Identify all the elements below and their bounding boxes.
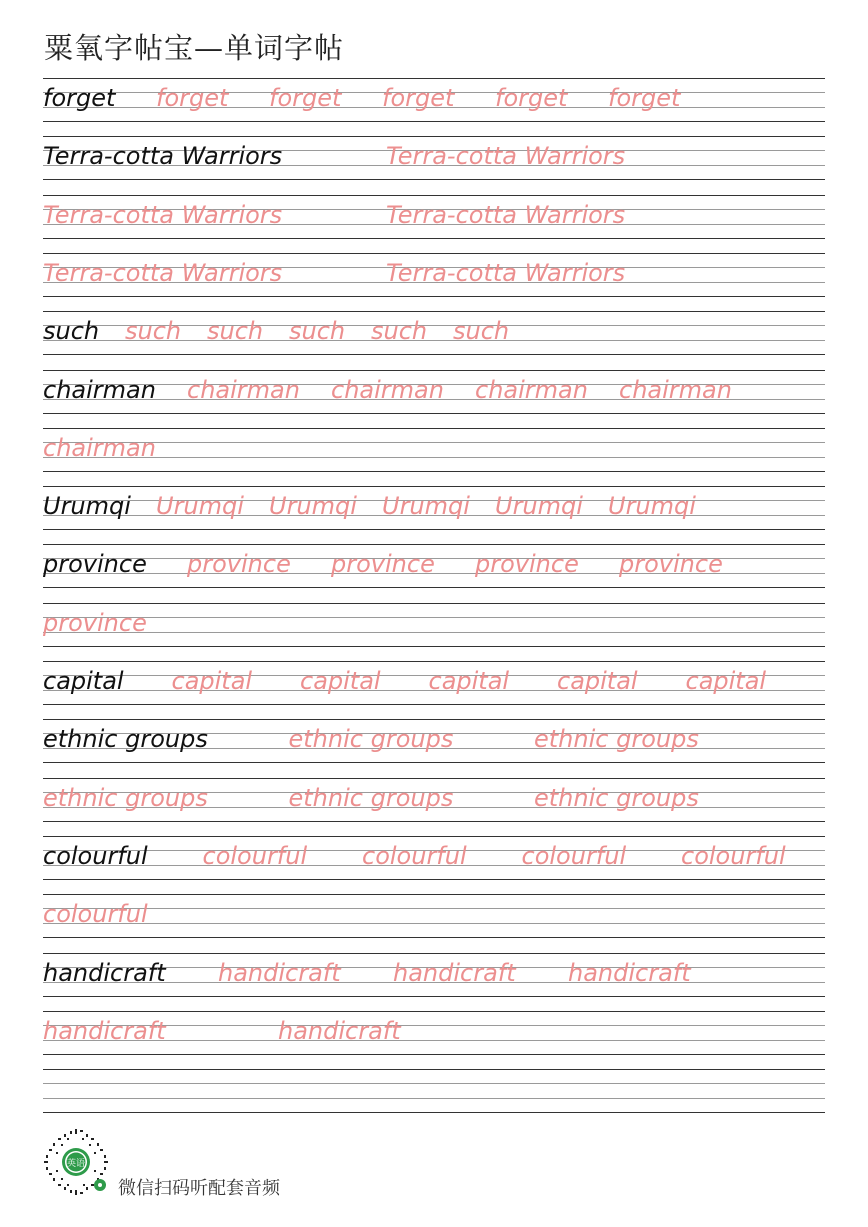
qr-code-icon[interactable] [42,1128,110,1196]
trace-word: capital [171,667,253,695]
guide-line [43,296,825,297]
trace-word: such [125,317,182,346]
trace-word: Urumqi [156,492,244,521]
model-word: chairman [43,375,156,404]
guide-line [43,704,825,705]
trace-word: handicraft [278,1016,401,1045]
trace-word: handicraft [393,958,516,987]
footer [42,1128,442,1198]
practice-row [43,719,825,763]
qr-badge-label: 英语 [66,1159,86,1169]
trace-word: Terra-cotta Warriors [386,142,626,171]
model-word: such [43,317,100,346]
guide-line [43,354,825,355]
practice-row [43,195,825,239]
guide-line [43,762,825,763]
trace-word: province [331,550,435,579]
practice-row [43,1069,825,1113]
trace-word: Urumqi [269,492,357,521]
guide-line [43,544,825,545]
model-word: capital [43,667,124,695]
guide-line [43,1069,825,1070]
trace-word: forget [156,84,229,112]
guide-line [43,953,825,954]
model-word: ethnic groups [43,725,208,754]
trace-word: chairman [619,375,732,404]
trace-word: handicraft [218,958,341,987]
guide-line [43,471,825,472]
trace-word: such [207,317,264,346]
trace-word: colourful [202,841,308,870]
guide-line [43,442,825,443]
guide-line [43,486,825,487]
trace-word: colourful [43,900,148,929]
guide-line [43,661,825,662]
model-word: forget [43,84,116,112]
practice-sheet [43,0,825,1227]
trace-word: province [187,550,291,579]
guide-line [43,1112,825,1113]
trace-word: capital [428,667,510,695]
guide-line [43,778,825,779]
trace-word: Urumqi [608,492,696,521]
guide-line [43,587,825,588]
guide-line [43,428,825,429]
trace-word: Urumqi [382,492,470,521]
guide-line [43,879,825,880]
guide-line [43,719,825,720]
trace-word: chairman [475,375,588,404]
trace-word: ethnic groups [43,783,208,812]
guide-line [43,603,825,604]
trace-word: capital [300,667,381,695]
practice-row [43,486,825,530]
trace-word: forget [608,84,681,112]
model-word: Terra-cotta Warriors [43,142,283,171]
trace-word: handicraft [568,958,691,987]
trace-word: capital [557,667,638,695]
trace-word: such [371,317,428,346]
guide-line [43,238,825,239]
trace-word: forget [495,84,568,112]
trace-word: province [619,550,723,579]
trace-word: colourful [362,841,467,870]
guide-line [43,529,825,530]
practice-row [43,778,825,822]
guide-line [43,457,825,458]
trace-word: colourful [521,841,627,870]
trace-word: colourful [681,841,786,870]
trace-word: Terra-cotta Warriors [386,258,626,287]
guide-line [43,1098,825,1099]
guide-line [43,413,825,414]
trace-word: province [475,550,579,579]
practice-row [43,603,825,647]
practice-row [43,428,825,472]
practice-row [43,953,825,997]
guide-line [43,617,825,618]
guide-line [43,370,825,371]
trace-word: chairman [187,375,300,404]
guide-line [43,836,825,837]
guide-line [43,195,825,196]
practice-row [43,253,825,297]
trace-word: ethnic groups [534,725,699,754]
model-word: handicraft [43,958,166,987]
guide-line [43,179,825,180]
guide-line [43,1054,825,1055]
guide-line [43,136,825,137]
practice-row [43,1011,825,1055]
guide-line [43,923,825,924]
guide-line [43,253,825,254]
practice-row [43,894,825,938]
trace-word: Urumqi [495,492,583,521]
trace-word: handicraft [43,1016,166,1045]
trace-word: forget [269,84,342,112]
guide-line [43,78,825,79]
guide-line [43,1011,825,1012]
footer-caption: 微信扫码听配套音频 [118,1178,280,1199]
trace-word: chairman [43,433,156,462]
model-word: province [43,550,147,579]
practice-row [43,544,825,588]
practice-row [43,836,825,880]
trace-word: Terra-cotta Warriors [43,258,283,287]
trace-word: such [453,317,510,346]
practice-row [43,136,825,180]
practice-row [43,311,825,355]
trace-word: such [289,317,346,346]
model-word: colourful [43,841,148,870]
practice-row [43,370,825,414]
practice-row [43,78,825,122]
guide-line [43,632,825,633]
trace-word: Terra-cotta Warriors [386,200,626,229]
guide-line [43,1083,825,1084]
page-title: 粟氧字帖宝—单词字帖 [44,31,345,65]
guide-line [43,996,825,997]
trace-word: forget [382,84,455,112]
guide-line [43,908,825,909]
trace-word: province [43,608,147,637]
trace-word: ethnic groups [534,783,699,812]
trace-word: chairman [331,375,444,404]
trace-word: capital [685,667,767,695]
guide-line [43,311,825,312]
trace-word: ethnic groups [288,783,454,812]
guide-line [43,821,825,822]
trace-word: Terra-cotta Warriors [43,200,283,229]
trace-word: ethnic groups [288,725,454,754]
model-word: Urumqi [43,492,131,521]
guide-line [43,894,825,895]
practice-row [43,661,825,705]
guide-line [43,937,825,938]
guide-line [43,121,825,122]
guide-line [43,646,825,647]
